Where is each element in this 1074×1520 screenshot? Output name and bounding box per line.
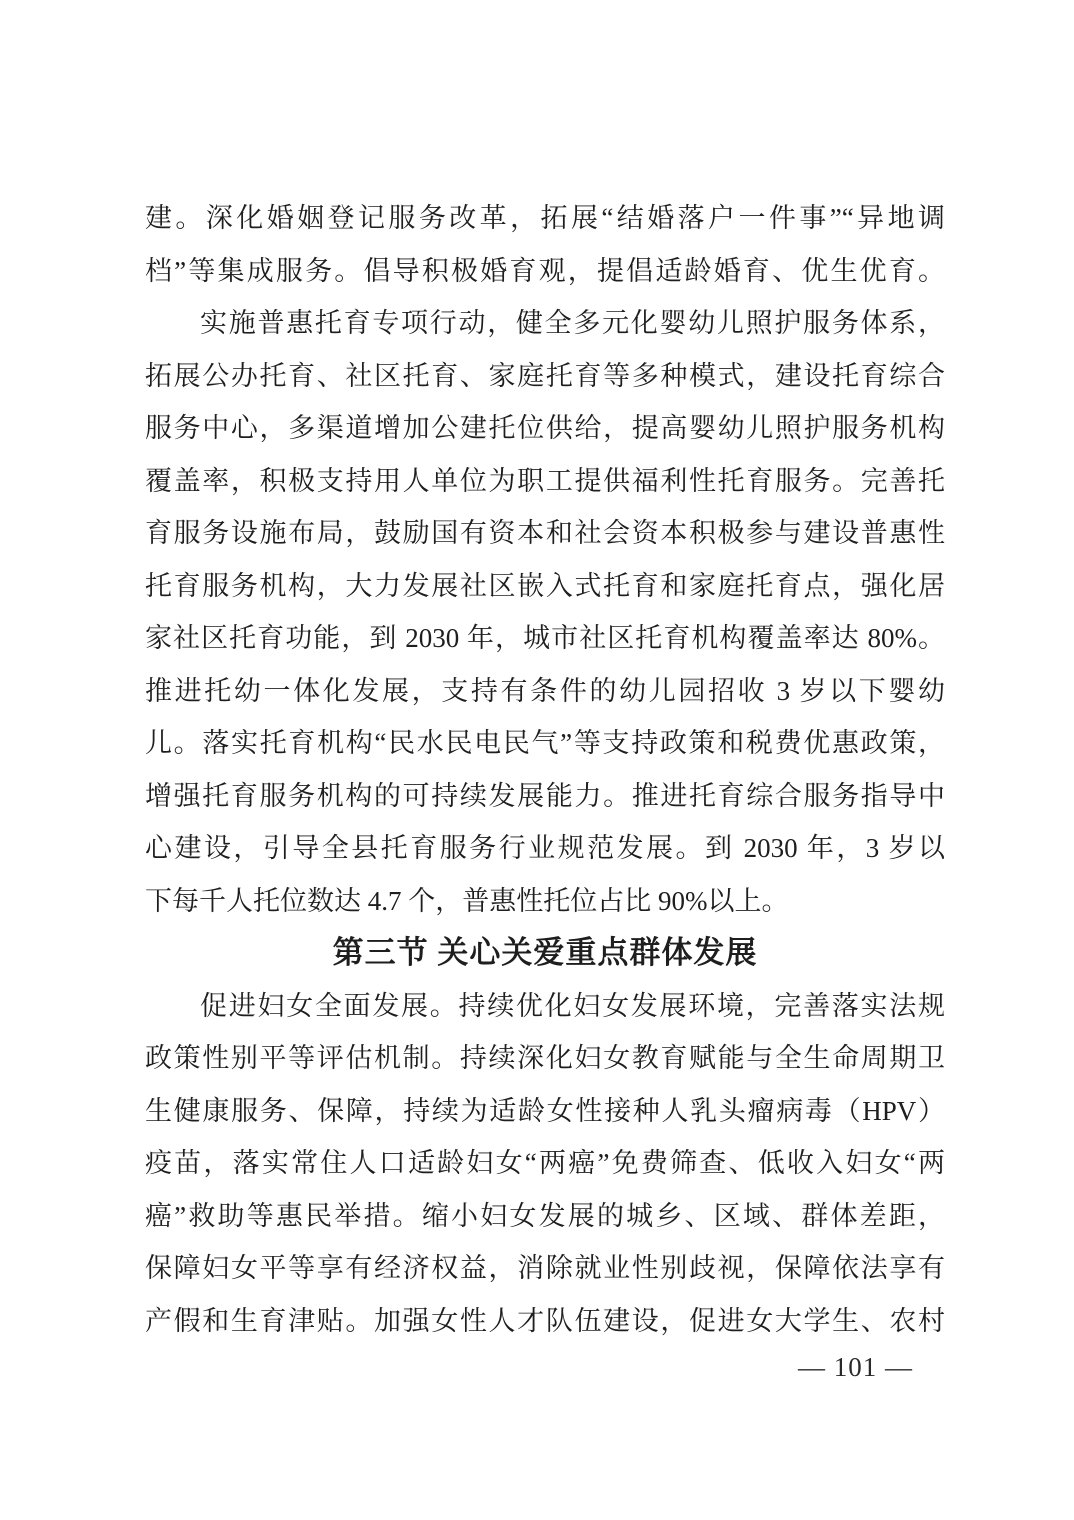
text-line: 拓展公办托育、社区托育、家庭托育等多种模式，建设托育综合 — [145, 360, 945, 391]
paragraph-childcare — [145, 297, 945, 927]
text-line: 政策性别平等评估机制。持续深化妇女教育赋能与全生命周期卫 — [145, 1043, 945, 1073]
text-line: 生健康服务、保障，持续为适龄女性接种人乳头瘤病毒（HPV） — [145, 1095, 945, 1126]
text-line: 保障妇女平等享有经济权益，消除就业性别歧视，保障依法享有 — [145, 1253, 945, 1283]
page-number: — 101 — — [798, 1352, 913, 1382]
text-line: 建。深化婚姻登记服务改革，拓展“结婚落户一件事”“异地调 — [145, 203, 945, 233]
text-line: 疫苗，落实常住人口适龄妇女“两癌”免费筛查、低收入妇女“两 — [145, 1148, 945, 1178]
text-line: 癌”救助等惠民举措。缩小妇女发展的城乡、区域、群体差距， — [145, 1200, 945, 1231]
text-line: 下每千人托位数达 4.7 个，普惠性托位占比 90%以上。 — [145, 885, 789, 916]
text-line: 产假和生育津贴。加强女性人才队伍建设，促进女大学生、农村 — [145, 1305, 945, 1336]
text-line: 家社区托育功能，到 2030 年，城市社区托育机构覆盖率达 80%。 — [145, 623, 945, 653]
text-line: 心建设，引导全县托育服务行业规范发展。到 2030 年，3 岁以 — [145, 833, 945, 863]
paragraph-women-development — [145, 980, 945, 1348]
document-body — [145, 192, 945, 1347]
text-line: 儿。落实托育机构“民水民电民气”等支持政策和税费优惠政策， — [145, 728, 945, 758]
text-line: 档”等集成服务。倡导积极婚育观，提倡适龄婚育、优生优育。 — [145, 255, 945, 286]
text-line: 服务中心，多渠道增加公建托位供给，提高婴幼儿照护服务机构 — [145, 413, 945, 443]
text-line: 育服务设施布局，鼓励国有资本和社会资本积极参与建设普惠性 — [145, 518, 945, 548]
text-line: 推进托幼一体化发展，支持有条件的幼儿园招收 3 岁以下婴幼 — [145, 675, 945, 706]
text-line: 促进妇女全面发展。持续优化妇女发展环境，完善落实法规 — [200, 990, 945, 1021]
text-line: 实施普惠托育专项行动，健全多元化婴幼儿照护服务体系， — [200, 308, 945, 338]
text-line: 托育服务机构，大力发展社区嵌入式托育和家庭托育点，强化居 — [145, 570, 945, 601]
text-line: 增强托育服务机构的可持续发展能力。推进托育综合服务指导中 — [145, 780, 945, 811]
paragraph-marriage-services — [145, 192, 945, 297]
section-heading: 第三节 关心关爱重点群体发展 — [332, 935, 758, 970]
text-line: 覆盖率，积极支持用人单位为职工提供福利性托育服务。完善托 — [145, 465, 945, 496]
